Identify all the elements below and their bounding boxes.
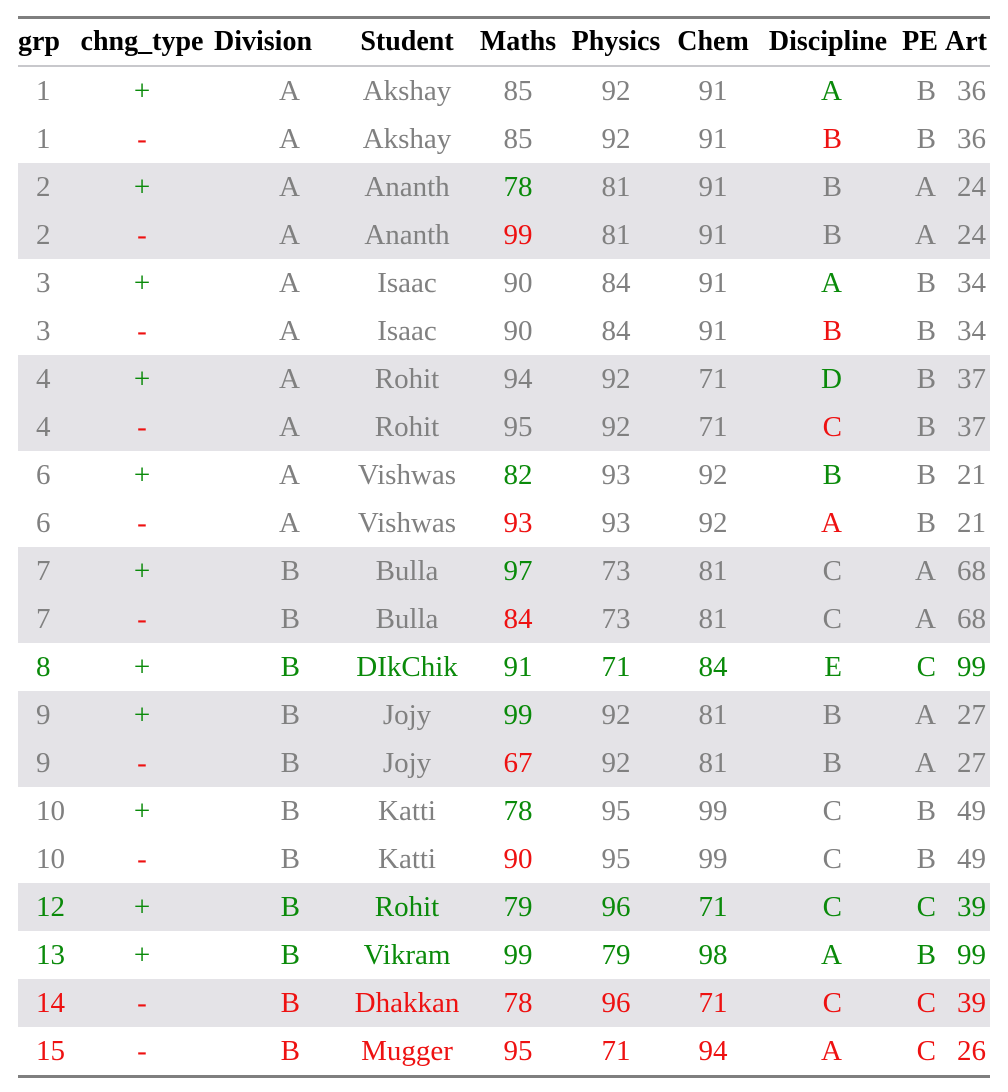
cell-student: Katti: [378, 794, 436, 827]
cell-chng-type: +: [133, 362, 151, 395]
cell-art: 27: [957, 746, 986, 779]
cell-grp: 6: [36, 458, 51, 491]
cell-chem: 81: [698, 554, 728, 587]
table-row: [18, 355, 990, 403]
cell-maths: 85: [503, 122, 533, 155]
cell-pe: B: [916, 122, 936, 155]
cell-pe: C: [916, 1034, 936, 1067]
cell-maths: 90: [503, 842, 533, 875]
cell-pe: B: [916, 74, 936, 107]
cell-chem: 91: [698, 218, 728, 251]
cell-student: Akshay: [362, 74, 452, 107]
cell-chng-type: +: [133, 170, 151, 203]
cell-discipline: A: [821, 266, 842, 299]
cell-chem: 99: [698, 842, 728, 875]
cell-physics: 93: [601, 506, 631, 539]
table-row: [18, 643, 990, 691]
cell-grp: 1: [36, 122, 51, 155]
cell-physics: 84: [601, 314, 631, 347]
cell-physics: 73: [601, 602, 631, 635]
cell-division: B: [280, 890, 300, 923]
cell-grp: 4: [36, 362, 51, 395]
cell-chng-type: +: [133, 698, 151, 731]
cell-art: 27: [957, 698, 986, 731]
cell-student: Isaac: [377, 266, 437, 299]
cell-grp: 3: [36, 266, 51, 299]
cell-grp: 3: [36, 314, 51, 347]
cell-chng-type: -: [137, 1034, 147, 1067]
column-header-art: Art: [945, 26, 987, 57]
cell-discipline: C: [822, 842, 842, 875]
cell-division: B: [280, 554, 300, 587]
cell-discipline: B: [822, 458, 842, 491]
cell-physics: 95: [601, 842, 631, 875]
cell-pe: B: [916, 266, 936, 299]
cell-grp: 6: [36, 506, 51, 539]
cell-discipline: A: [821, 1034, 842, 1067]
table-row: [18, 1027, 990, 1075]
cell-maths: 99: [503, 218, 533, 251]
cell-chem: 91: [698, 314, 728, 347]
cell-physics: 71: [601, 1034, 631, 1067]
cell-chng-type: -: [137, 842, 147, 875]
cell-discipline: C: [822, 602, 842, 635]
cell-maths: 79: [503, 890, 533, 923]
cell-pe: B: [916, 314, 936, 347]
cell-physics: 81: [601, 218, 631, 251]
cell-physics: 92: [601, 698, 631, 731]
cell-chng-type: +: [133, 458, 151, 491]
cell-discipline: D: [821, 362, 842, 395]
cell-division: A: [279, 314, 300, 347]
cell-chng-type: +: [133, 938, 151, 971]
header-row: [18, 19, 990, 66]
cell-discipline: E: [824, 650, 842, 683]
cell-student: Bulla: [375, 554, 439, 587]
cell-discipline: A: [821, 74, 842, 107]
cell-art: 39: [957, 890, 986, 923]
cell-grp: 15: [36, 1034, 65, 1067]
cell-pe: B: [916, 506, 936, 539]
cell-chem: 91: [698, 266, 728, 299]
cell-maths: 90: [503, 266, 533, 299]
diff-table: [18, 19, 990, 1075]
cell-grp: 4: [36, 410, 51, 443]
cell-division: A: [279, 122, 300, 155]
cell-chem: 91: [698, 74, 728, 107]
cell-student: Rohit: [374, 410, 440, 443]
cell-physics: 79: [601, 938, 631, 971]
table-row: [18, 211, 990, 259]
bottom-rule: [18, 1075, 990, 1078]
table-row: [18, 115, 990, 163]
cell-student: Rohit: [374, 362, 440, 395]
cell-pe: C: [916, 986, 936, 1019]
cell-pe: A: [915, 602, 936, 635]
cell-pe: A: [915, 218, 936, 251]
table-body: [18, 66, 990, 1075]
cell-maths: 82: [503, 458, 533, 491]
cell-discipline: A: [821, 938, 842, 971]
table-row: [18, 259, 990, 307]
cell-chem: 94: [698, 1034, 728, 1067]
cell-maths: 78: [503, 170, 533, 203]
cell-division: A: [279, 458, 300, 491]
cell-division: A: [279, 410, 300, 443]
table-row: [18, 691, 990, 739]
cell-student: Katti: [378, 842, 436, 875]
table-row: [18, 499, 990, 547]
cell-chng-type: +: [133, 74, 151, 107]
cell-division: B: [280, 650, 300, 683]
cell-pe: B: [916, 938, 936, 971]
cell-art: 49: [957, 794, 986, 827]
cell-physics: 92: [601, 74, 631, 107]
cell-grp: 7: [36, 554, 51, 587]
table-row: [18, 66, 990, 115]
cell-art: 24: [957, 170, 986, 203]
column-header-physics: Physics: [571, 26, 661, 57]
cell-chem: 71: [698, 890, 728, 923]
cell-chng-type: +: [133, 266, 151, 299]
table-row: [18, 595, 990, 643]
table-row: [18, 835, 990, 883]
cell-pe: B: [916, 794, 936, 827]
cell-chem: 81: [698, 602, 728, 635]
cell-maths: 99: [503, 698, 533, 731]
cell-discipline: C: [822, 794, 842, 827]
column-header-maths: Maths: [479, 26, 557, 57]
cell-maths: 99: [503, 938, 533, 971]
cell-physics: 92: [601, 746, 631, 779]
cell-chng-type: -: [137, 746, 147, 779]
cell-discipline: C: [822, 554, 842, 587]
cell-chng-type: -: [137, 506, 147, 539]
cell-chem: 71: [698, 410, 728, 443]
cell-art: 37: [957, 410, 986, 443]
cell-chng-type: -: [137, 602, 147, 635]
cell-student: DIkChik: [356, 650, 458, 683]
column-header-chem: Chem: [677, 26, 749, 57]
cell-pe: A: [915, 554, 936, 587]
cell-art: 39: [957, 986, 986, 1019]
cell-student: Dhakkan: [354, 986, 460, 1019]
cell-grp: 9: [36, 746, 51, 779]
cell-physics: 96: [601, 986, 631, 1019]
cell-grp: 12: [36, 890, 65, 923]
cell-chem: 91: [698, 122, 728, 155]
cell-student: Rohit: [374, 890, 440, 923]
cell-physics: 92: [601, 410, 631, 443]
cell-grp: 13: [36, 938, 65, 971]
cell-student: Jojy: [382, 746, 432, 779]
cell-grp: 2: [36, 218, 51, 251]
cell-discipline: C: [822, 890, 842, 923]
cell-maths: 84: [503, 602, 533, 635]
cell-student: Isaac: [377, 314, 437, 347]
cell-grp: 2: [36, 170, 51, 203]
table-row: [18, 403, 990, 451]
cell-pe: A: [915, 698, 936, 731]
cell-maths: 78: [503, 986, 533, 1019]
cell-grp: 14: [36, 986, 65, 1019]
cell-physics: 92: [601, 362, 631, 395]
column-header-chng-type: chng_type: [80, 26, 204, 57]
cell-division: B: [280, 986, 300, 1019]
cell-art: 68: [957, 554, 986, 587]
cell-physics: 95: [601, 794, 631, 827]
cell-discipline: B: [822, 218, 842, 251]
cell-student: Jojy: [382, 698, 432, 731]
cell-physics: 96: [601, 890, 631, 923]
cell-art: 99: [957, 650, 986, 683]
cell-pe: B: [916, 362, 936, 395]
column-header-division: Division: [214, 26, 313, 57]
column-header-grp: grp: [18, 26, 60, 57]
cell-art: 21: [957, 458, 986, 491]
diff-table-container: [18, 16, 990, 1078]
cell-division: B: [280, 938, 300, 971]
cell-maths: 93: [503, 506, 533, 539]
cell-art: 99: [957, 938, 986, 971]
cell-physics: 81: [601, 170, 631, 203]
cell-chem: 92: [698, 506, 728, 539]
cell-discipline: B: [822, 122, 842, 155]
column-header-discipline: Discipline: [768, 26, 888, 57]
cell-maths: 95: [503, 1034, 533, 1067]
cell-discipline: A: [821, 506, 842, 539]
cell-pe: B: [916, 842, 936, 875]
cell-student: Ananth: [364, 170, 450, 203]
cell-discipline: C: [822, 410, 842, 443]
cell-student: Ananth: [364, 218, 450, 251]
cell-pe: C: [916, 650, 936, 683]
cell-division: B: [280, 794, 300, 827]
cell-division: A: [279, 506, 300, 539]
cell-grp: 9: [36, 698, 51, 731]
cell-discipline: B: [822, 170, 842, 203]
table-row: [18, 931, 990, 979]
cell-pe: C: [916, 890, 936, 923]
cell-chng-type: -: [137, 122, 147, 155]
cell-chng-type: +: [133, 650, 151, 683]
cell-student: Vikram: [363, 938, 451, 971]
column-header-pe: PE: [902, 26, 938, 57]
cell-pe: B: [916, 458, 936, 491]
cell-grp: 1: [36, 74, 51, 107]
cell-discipline: B: [822, 746, 842, 779]
cell-chem: 71: [698, 986, 728, 1019]
cell-art: 26: [957, 1034, 986, 1067]
cell-art: 36: [957, 122, 986, 155]
cell-discipline: B: [822, 698, 842, 731]
cell-chem: 84: [698, 650, 728, 683]
cell-art: 68: [957, 602, 986, 635]
cell-chem: 81: [698, 746, 728, 779]
cell-division: A: [279, 218, 300, 251]
table-row: [18, 979, 990, 1027]
cell-maths: 78: [503, 794, 533, 827]
cell-art: 37: [957, 362, 986, 395]
cell-pe: A: [915, 170, 936, 203]
cell-division: B: [280, 746, 300, 779]
cell-chng-type: +: [133, 794, 151, 827]
cell-chng-type: +: [133, 890, 151, 923]
cell-pe: B: [916, 410, 936, 443]
cell-maths: 95: [503, 410, 533, 443]
cell-art: 36: [957, 74, 986, 107]
cell-grp: 7: [36, 602, 51, 635]
cell-art: 21: [957, 506, 986, 539]
cell-student: Mugger: [361, 1034, 453, 1067]
cell-maths: 67: [503, 746, 533, 779]
cell-pe: A: [915, 746, 936, 779]
cell-division: B: [280, 602, 300, 635]
cell-physics: 71: [601, 650, 631, 683]
table-row: [18, 883, 990, 931]
cell-division: A: [279, 362, 300, 395]
column-header-student: Student: [360, 26, 454, 57]
cell-chng-type: -: [137, 314, 147, 347]
cell-student: Vishwas: [357, 506, 457, 539]
cell-chng-type: +: [133, 554, 151, 587]
cell-division: A: [279, 170, 300, 203]
cell-discipline: B: [822, 314, 842, 347]
cell-physics: 84: [601, 266, 631, 299]
cell-student: Vishwas: [357, 458, 457, 491]
cell-student: Akshay: [362, 122, 452, 155]
cell-division: A: [279, 266, 300, 299]
cell-maths: 94: [503, 362, 533, 395]
cell-physics: 73: [601, 554, 631, 587]
table-row: [18, 451, 990, 499]
table-row: [18, 547, 990, 595]
cell-chem: 92: [698, 458, 728, 491]
table-row: [18, 163, 990, 211]
cell-art: 34: [957, 266, 986, 299]
cell-physics: 92: [601, 122, 631, 155]
cell-division: A: [279, 74, 300, 107]
cell-chng-type: -: [137, 410, 147, 443]
cell-maths: 91: [503, 650, 533, 683]
cell-grp: 10: [36, 794, 65, 827]
cell-art: 34: [957, 314, 986, 347]
cell-division: B: [280, 698, 300, 731]
cell-art: 24: [957, 218, 986, 251]
cell-chem: 98: [698, 938, 728, 971]
table-row: [18, 739, 990, 787]
table-row: [18, 787, 990, 835]
table-row: [18, 307, 990, 355]
cell-grp: 10: [36, 842, 65, 875]
cell-physics: 93: [601, 458, 631, 491]
cell-chng-type: -: [137, 986, 147, 1019]
cell-maths: 90: [503, 314, 533, 347]
cell-maths: 85: [503, 74, 533, 107]
cell-chem: 81: [698, 698, 728, 731]
cell-chem: 71: [698, 362, 728, 395]
cell-art: 49: [957, 842, 986, 875]
cell-grp: 8: [36, 650, 51, 683]
cell-student: Bulla: [375, 602, 439, 635]
cell-maths: 97: [503, 554, 533, 587]
cell-discipline: C: [822, 986, 842, 1019]
cell-division: B: [280, 1034, 300, 1067]
cell-chem: 91: [698, 170, 728, 203]
cell-chng-type: -: [137, 218, 147, 251]
cell-chem: 99: [698, 794, 728, 827]
cell-division: B: [280, 842, 300, 875]
